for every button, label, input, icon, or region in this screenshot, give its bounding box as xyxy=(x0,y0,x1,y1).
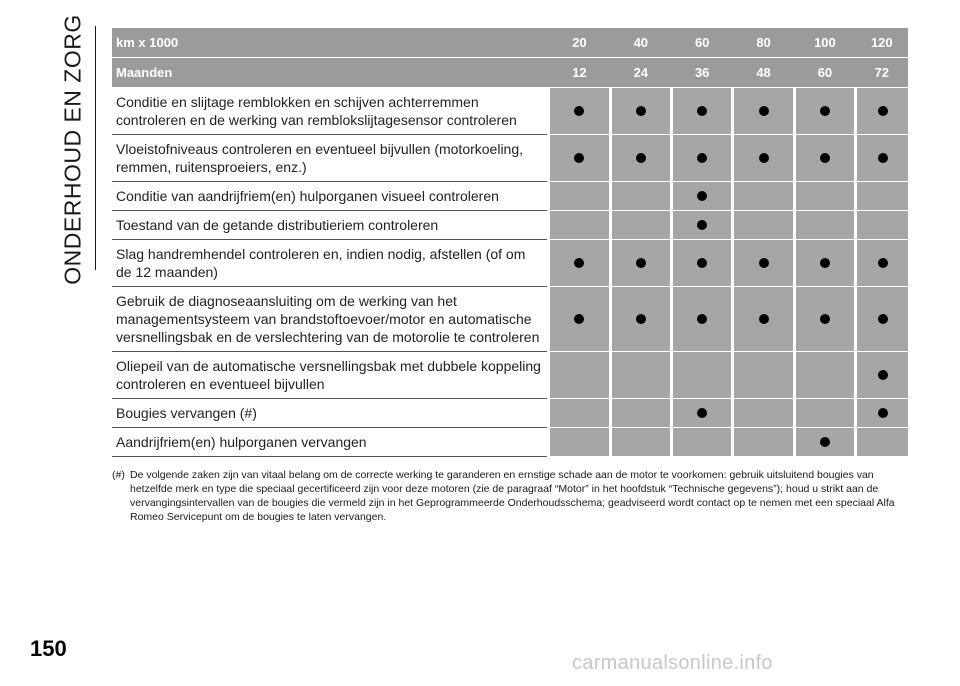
interval-cell xyxy=(794,88,855,135)
service-dot-icon xyxy=(759,314,769,324)
km-label: km x 1000 xyxy=(112,28,549,58)
interval-cell xyxy=(856,352,908,399)
interval-cell xyxy=(671,287,732,352)
months-value: 12 xyxy=(549,58,610,88)
interval-cell xyxy=(671,88,732,135)
service-dot-icon xyxy=(697,106,707,116)
months-value: 60 xyxy=(794,58,855,88)
interval-cell xyxy=(549,135,610,182)
interval-cell xyxy=(671,428,732,457)
months-value: 24 xyxy=(610,58,671,88)
interval-cell xyxy=(549,287,610,352)
months-value: 36 xyxy=(671,58,732,88)
interval-cell xyxy=(733,135,794,182)
interval-cell xyxy=(794,211,855,240)
km-value: 60 xyxy=(671,28,732,58)
km-value: 40 xyxy=(610,28,671,58)
footnote xyxy=(112,468,912,524)
interval-cell xyxy=(794,352,855,399)
maintenance-schedule-table xyxy=(112,28,908,457)
km-value: 20 xyxy=(549,28,610,58)
schedule-row xyxy=(112,240,908,287)
service-dot-icon xyxy=(820,437,830,447)
interval-cell xyxy=(610,399,671,428)
service-dot-icon xyxy=(878,370,888,380)
footnote-text: De volgende zaken zijn van vitaal belang om de correcte werking te garanderen en ernstige schade aan de motor te voorkomen: gebruik uitsluitend bougies van hetzelfde merk en type die speciaal gecertificeerd zijn voor deze motoren (zie de paragraaf “Motor” in het hoofdstuk “Technische gegevens”); houd u strikt aan de vervangingsintervallen van de bougies die vermeld zijn in het Geprogrammeerde Onderhoudsschema; geadviseerd wordt contact op te nemen met een speciaal Alfa Romeo Servicepunt om de bougies te laten vervangen. xyxy=(130,469,895,523)
footnote-mark: (#) xyxy=(112,469,125,481)
schedule-row xyxy=(112,211,908,240)
schedule-row xyxy=(112,287,908,352)
interval-cell xyxy=(856,88,908,135)
schedule-item-text: Aandrijfriem(en) hulporganen vervangen xyxy=(112,428,549,457)
service-dot-icon xyxy=(697,314,707,324)
months-value: 72 xyxy=(856,58,908,88)
interval-cell xyxy=(549,182,610,211)
interval-cell xyxy=(856,399,908,428)
interval-cell xyxy=(671,135,732,182)
interval-cell xyxy=(610,182,671,211)
service-dot-icon xyxy=(697,153,707,163)
interval-cell xyxy=(856,428,908,457)
km-value: 120 xyxy=(856,28,908,58)
interval-cell xyxy=(856,240,908,287)
interval-cell xyxy=(856,135,908,182)
section-title: ONDERHOUD EN ZORG xyxy=(59,13,86,285)
page-number: 150 xyxy=(30,636,67,661)
service-dot-icon xyxy=(820,258,830,268)
interval-cell xyxy=(733,352,794,399)
schedule-row xyxy=(112,88,908,135)
interval-cell xyxy=(610,211,671,240)
service-dot-icon xyxy=(878,106,888,116)
service-dot-icon xyxy=(878,408,888,418)
interval-cell xyxy=(794,240,855,287)
schedule-row xyxy=(112,428,908,457)
schedule-item-text: Oliepeil van de automatische versnellingsbak met dubbele koppeling controleren en eventueel bijvullen xyxy=(112,352,549,399)
interval-cell xyxy=(610,88,671,135)
service-dot-icon xyxy=(636,314,646,324)
interval-cell xyxy=(610,135,671,182)
schedule-item-text: Bougies vervangen (#) xyxy=(112,399,549,428)
interval-cell xyxy=(856,287,908,352)
service-dot-icon xyxy=(820,314,830,324)
interval-cell xyxy=(856,182,908,211)
service-dot-icon xyxy=(636,153,646,163)
interval-cell xyxy=(794,428,855,457)
schedule-item-text: Conditie van aandrijfriem(en) hulporganen visueel controleren xyxy=(112,182,549,211)
schedule-row xyxy=(112,182,908,211)
interval-cell xyxy=(610,428,671,457)
service-dot-icon xyxy=(878,258,888,268)
interval-cell xyxy=(856,211,908,240)
service-dot-icon xyxy=(878,314,888,324)
interval-cell xyxy=(610,352,671,399)
interval-cell xyxy=(794,399,855,428)
interval-cell xyxy=(549,399,610,428)
interval-cell xyxy=(671,352,732,399)
interval-cell xyxy=(733,182,794,211)
service-dot-icon xyxy=(574,153,584,163)
service-dot-icon xyxy=(697,220,707,230)
service-dot-icon xyxy=(697,408,707,418)
interval-cell xyxy=(671,182,732,211)
schedule-item-text: Slag handremhendel controleren en, indien nodig, afstellen (of om de 12 maanden) xyxy=(112,240,549,287)
service-dot-icon xyxy=(878,153,888,163)
interval-cell xyxy=(610,287,671,352)
service-dot-icon xyxy=(697,191,707,201)
interval-cell xyxy=(671,399,732,428)
months-value: 48 xyxy=(733,58,794,88)
interval-cell xyxy=(794,182,855,211)
interval-cell xyxy=(671,211,732,240)
interval-cell xyxy=(549,428,610,457)
service-dot-icon xyxy=(820,106,830,116)
interval-cell xyxy=(549,352,610,399)
interval-cell xyxy=(794,135,855,182)
interval-cell xyxy=(733,428,794,457)
schedule-row xyxy=(112,352,908,399)
header-row-km xyxy=(112,28,908,58)
schedule-item-text: Conditie en slijtage remblokken en schijven achterremmen controleren en de werking van remblokslijtagesensor controleren xyxy=(112,88,549,135)
schedule-item-text: Vloeistofniveaus controleren en eventueel bijvullen (motorkoeling, remmen, ruitensproeiers, enz.) xyxy=(112,135,549,182)
service-dot-icon xyxy=(574,314,584,324)
interval-cell xyxy=(733,287,794,352)
interval-cell xyxy=(610,240,671,287)
watermark: carmanualsonline.info xyxy=(572,652,773,674)
interval-cell xyxy=(671,240,732,287)
service-dot-icon xyxy=(636,258,646,268)
service-dot-icon xyxy=(574,258,584,268)
service-dot-icon xyxy=(759,153,769,163)
interval-cell xyxy=(733,240,794,287)
header-row-months xyxy=(112,58,908,88)
service-dot-icon xyxy=(636,106,646,116)
interval-cell xyxy=(794,287,855,352)
km-value: 80 xyxy=(733,28,794,58)
schedule-item-text: Gebruik de diagnoseaansluiting om de werking van het managementsysteem van brandstoftoevoer/motor en automatische versnellingsbak en de verslechtering van de motorolie te controleren xyxy=(112,287,549,352)
section-divider xyxy=(95,26,96,270)
interval-cell xyxy=(549,240,610,287)
interval-cell xyxy=(549,211,610,240)
interval-cell xyxy=(733,211,794,240)
service-dot-icon xyxy=(759,106,769,116)
months-label: Maanden xyxy=(112,58,549,88)
interval-cell xyxy=(549,88,610,135)
schedule-row xyxy=(112,135,908,182)
service-dot-icon xyxy=(697,258,707,268)
schedule-row xyxy=(112,399,908,428)
interval-cell xyxy=(733,399,794,428)
service-dot-icon xyxy=(820,153,830,163)
interval-cell xyxy=(733,88,794,135)
service-dot-icon xyxy=(574,106,584,116)
km-value: 100 xyxy=(794,28,855,58)
service-dot-icon xyxy=(759,258,769,268)
schedule-item-text: Toestand van de getande distributieriem controleren xyxy=(112,211,549,240)
